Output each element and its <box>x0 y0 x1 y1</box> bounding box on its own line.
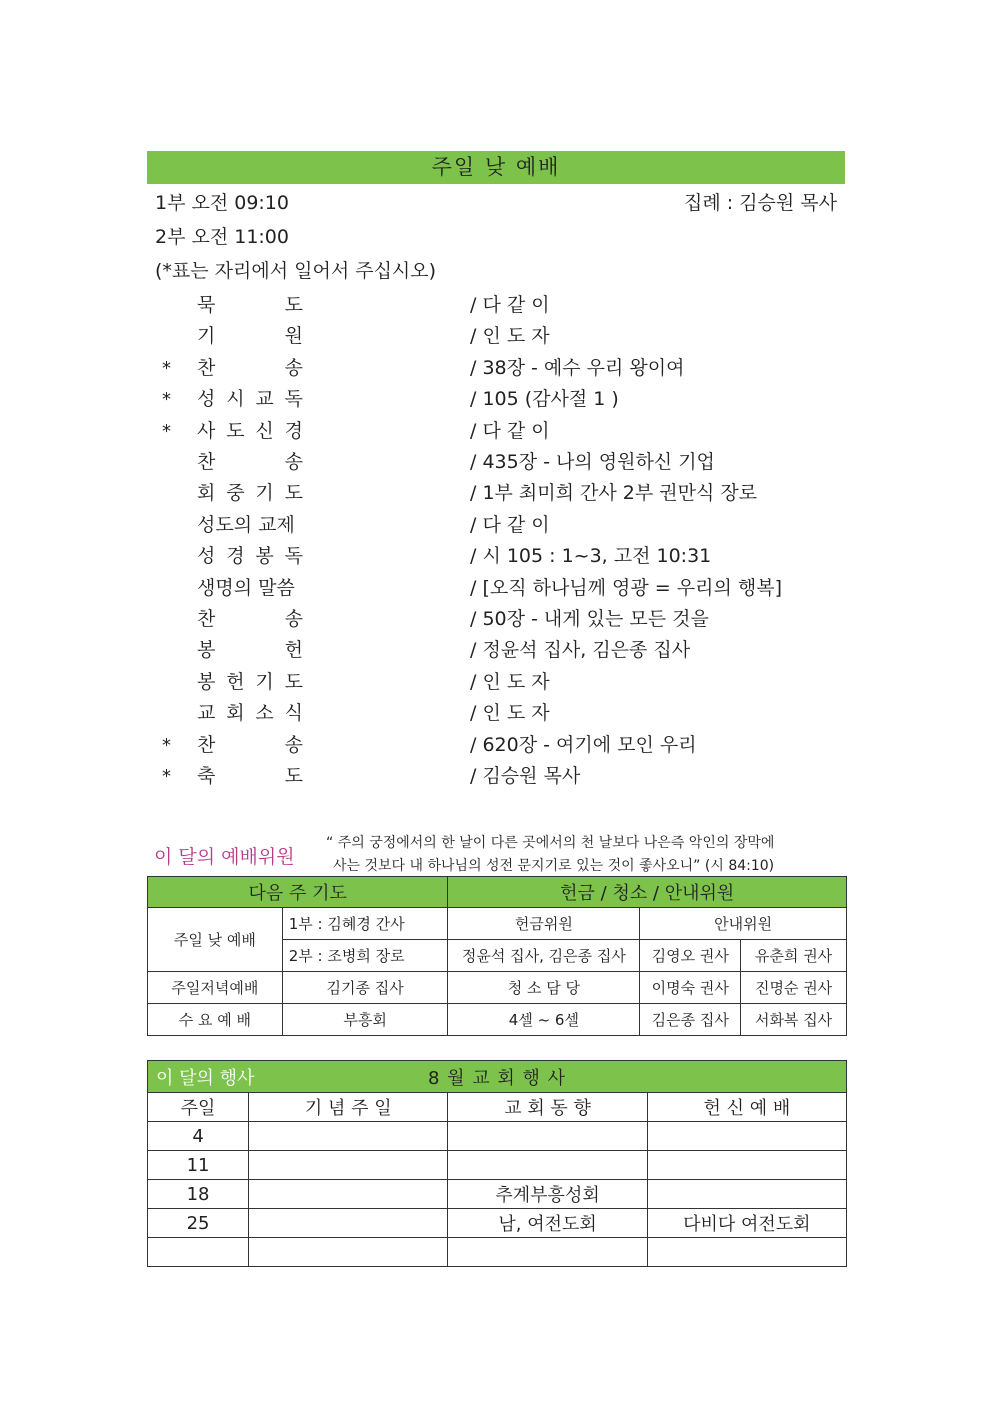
order-item-label-part: 시 <box>226 388 245 411</box>
table-row <box>148 1180 847 1209</box>
order-item-value: / 50장 - 내게 있는 모든 것을 <box>470 608 709 630</box>
order-item-label-part: 중 <box>226 482 245 505</box>
order-item-label-part: 신 <box>255 419 274 442</box>
events-title: 이 달의 행사 <box>156 1067 255 1089</box>
evening-prayer: 김기종 집사 <box>282 972 448 1004</box>
wednesday-label: 수 요 예 배 <box>148 1004 283 1036</box>
event-dedication <box>647 1238 846 1267</box>
order-item-label-part: 송 <box>284 356 303 379</box>
order-item-label-part: 교 <box>197 702 216 725</box>
evening-usher-1: 이명숙 권사 <box>640 972 741 1004</box>
order-item-label-part: 찬 <box>197 733 216 756</box>
order-item-value: / 정윤석 집사, 김은종 집사 <box>470 639 691 662</box>
order-item-label-part: 기 <box>197 325 216 348</box>
event-memorial <box>249 1122 448 1151</box>
order-item-label-part: 성 <box>197 388 216 411</box>
event-day: 18 <box>148 1180 249 1209</box>
order-item-label-part: 도 <box>284 670 303 693</box>
order-item-label-part: 봉 <box>197 639 216 662</box>
wednesday-prayer: 부흥회 <box>282 1004 448 1036</box>
table-row <box>148 1122 847 1151</box>
order-item-value: / 다 같 이 <box>470 419 550 442</box>
order-item-label-part: 헌 <box>284 639 303 662</box>
offering-label: 헌금위원 <box>448 908 640 940</box>
order-item-label <box>197 511 303 539</box>
event-memorial <box>249 1180 448 1209</box>
order-item-value: / 인 도 자 <box>470 670 550 693</box>
table-row <box>148 1209 847 1238</box>
order-item-label-part: 식 <box>284 702 303 725</box>
order-item-label <box>197 699 303 727</box>
event-memorial <box>249 1209 448 1238</box>
order-item-value: / 다 같 이 <box>470 294 550 316</box>
service-title: 주일 낮 예배 <box>147 151 845 184</box>
event-church <box>448 1122 647 1151</box>
order-item-value: / 다 같 이 <box>470 513 550 536</box>
second-service-time: 2부 오전 11:00 <box>155 226 289 248</box>
order-item-label <box>197 605 303 633</box>
scripture-quote-line2: 사는 것보다 내 하나님의 성전 문지기로 있는 것이 좋사오니” (시 84:10) <box>333 858 775 874</box>
order-item-label-part: 송 <box>284 608 303 630</box>
prayer-first: 1부 : 김혜경 간사 <box>282 908 448 940</box>
standing-note: (*표는 자리에서 일어서 주십시오) <box>155 260 437 282</box>
order-item-label-part: 기 <box>255 482 274 505</box>
event-memorial <box>249 1238 448 1267</box>
order-item-label-part: 찬 <box>197 608 216 630</box>
order-item-label-part: 성 <box>197 545 216 568</box>
order-item-label-part: 독 <box>284 388 303 411</box>
order-item-label-part: 도 <box>284 294 303 316</box>
order-item-label-part: 생명의 말씀 <box>197 576 295 599</box>
event-day: 11 <box>148 1151 249 1180</box>
usher-1: 김영오 권사 <box>640 940 741 972</box>
order-item-label-part: 원 <box>284 325 303 348</box>
order-item-label <box>197 291 303 319</box>
event-memorial <box>249 1151 448 1180</box>
table-row <box>148 1238 847 1267</box>
order-item-value: / 1부 최미희 간사 2부 권만식 장로 <box>470 482 758 505</box>
events-table <box>147 1060 847 1267</box>
order-item-label-part: 헌 <box>226 670 245 693</box>
order-item-label-part: 성도의 교제 <box>197 513 295 536</box>
order-item-label-part: 봉 <box>197 670 216 693</box>
order-item-label <box>197 354 303 382</box>
order-item-value: / 인 도 자 <box>470 702 550 725</box>
standing-star: * <box>162 734 171 756</box>
col-memorial: 기 념 주 일 <box>249 1093 448 1122</box>
sunday-day-label: 주일 낮 예배 <box>148 908 283 972</box>
order-item-label-part: 교 <box>255 388 274 411</box>
order-item-value: / 620장 - 여기에 모인 우리 <box>470 733 697 756</box>
order-item-value: / 38장 - 예수 우리 왕이여 <box>470 356 685 379</box>
order-item-label <box>197 385 303 413</box>
committee-table <box>147 876 847 1036</box>
order-item-label-part: 찬 <box>197 451 216 473</box>
order-item-label-part: 찬 <box>197 356 216 379</box>
order-item-label-part: 도 <box>284 482 303 505</box>
order-item-label-part: 도 <box>284 765 303 787</box>
order-item-label <box>197 322 303 350</box>
order-item-label <box>197 448 303 476</box>
standing-star: * <box>162 766 171 787</box>
order-item-label-part: 도 <box>226 419 245 442</box>
order-item-label-part: 회 <box>197 482 216 505</box>
event-church: 남, 여전도회 <box>448 1209 647 1238</box>
event-church <box>448 1151 647 1180</box>
evening-usher-2: 진명순 권사 <box>741 972 847 1004</box>
order-item-value: / [오직 하나님께 영광 = 우리의 행복] <box>470 576 782 599</box>
order-item-label-part: 독 <box>284 545 303 568</box>
event-dedication <box>647 1180 846 1209</box>
order-item-value: / 105 (감사절 1 ) <box>470 388 619 411</box>
events-subtitle: 8 월 교 회 행 사 <box>428 1067 567 1089</box>
event-church <box>448 1238 647 1267</box>
header-duty: 헌금 / 청소 / 안내위원 <box>448 877 847 908</box>
cleaning-label: 청 소 담 당 <box>448 972 640 1004</box>
scripture-quote-line1: “ 주의 궁정에서의 한 날이 다른 곳에서의 천 날보다 나은즉 악인의 장막에 <box>326 835 775 851</box>
order-item-label-part: 소 <box>255 702 274 725</box>
sunday-evening-label: 주일저녁예배 <box>148 972 283 1004</box>
order-item-label <box>197 574 303 602</box>
order-item-label <box>197 668 303 696</box>
col-dedication: 헌 신 예 배 <box>647 1093 846 1122</box>
header-prayer: 다음 주 기도 <box>148 877 448 908</box>
order-item-label-part: 경 <box>284 419 303 442</box>
prayer-second: 2부 : 조병희 장로 <box>282 940 448 972</box>
order-item-label-part: 경 <box>226 545 245 568</box>
order-item-label <box>197 762 303 790</box>
usher-2: 유춘희 권사 <box>741 940 847 972</box>
order-item-label <box>197 636 303 664</box>
order-item-value: / 인 도 자 <box>470 325 550 348</box>
standing-star: * <box>162 389 171 411</box>
events-header <box>148 1061 847 1093</box>
order-item-label-part: 묵 <box>197 294 216 316</box>
event-day <box>148 1238 249 1267</box>
col-sunday: 주일 <box>148 1093 249 1122</box>
order-item-label-part: 기 <box>255 670 274 693</box>
usher-label: 안내위원 <box>640 908 847 940</box>
order-item-label <box>197 479 303 507</box>
order-item-label <box>197 542 303 570</box>
order-item-value: / 435장 - 나의 영원하신 기업 <box>470 451 715 473</box>
event-dedication <box>647 1151 846 1180</box>
offering-names: 정윤석 집사, 김은종 집사 <box>448 940 640 972</box>
event-dedication <box>647 1122 846 1151</box>
committee-title: 이 달의 예배위원 <box>154 846 295 868</box>
cleaning-cells: 4셀 ~ 6셀 <box>448 1004 640 1036</box>
col-church: 교 회 동 향 <box>448 1093 647 1122</box>
order-item-label <box>197 731 303 759</box>
wednesday-usher-2: 서화복 집사 <box>741 1004 847 1036</box>
wednesday-usher-1: 김은종 집사 <box>640 1004 741 1036</box>
event-day: 4 <box>148 1122 249 1151</box>
order-item-label <box>197 417 303 445</box>
event-day: 25 <box>148 1209 249 1238</box>
order-item-label-part: 송 <box>284 451 303 473</box>
order-item-label-part: 봉 <box>255 545 274 568</box>
first-service-time: 1부 오전 09:10 <box>155 192 289 214</box>
order-item-value: / 시 105 : 1~3, 고전 10:31 <box>470 545 712 568</box>
order-item-label-part: 회 <box>226 702 245 725</box>
order-item-label-part: 송 <box>284 733 303 756</box>
presider: 집례 : 김승원 목사 <box>684 192 837 214</box>
event-church: 추계부흥성회 <box>448 1180 647 1209</box>
order-item-label-part: 사 <box>197 419 216 442</box>
order-item-label-part: 축 <box>197 765 216 787</box>
standing-star: * <box>162 420 171 442</box>
event-dedication: 다비다 여전도회 <box>647 1209 846 1238</box>
order-item-value: / 김승원 목사 <box>470 765 581 787</box>
standing-star: * <box>162 357 171 379</box>
table-row <box>148 1151 847 1180</box>
